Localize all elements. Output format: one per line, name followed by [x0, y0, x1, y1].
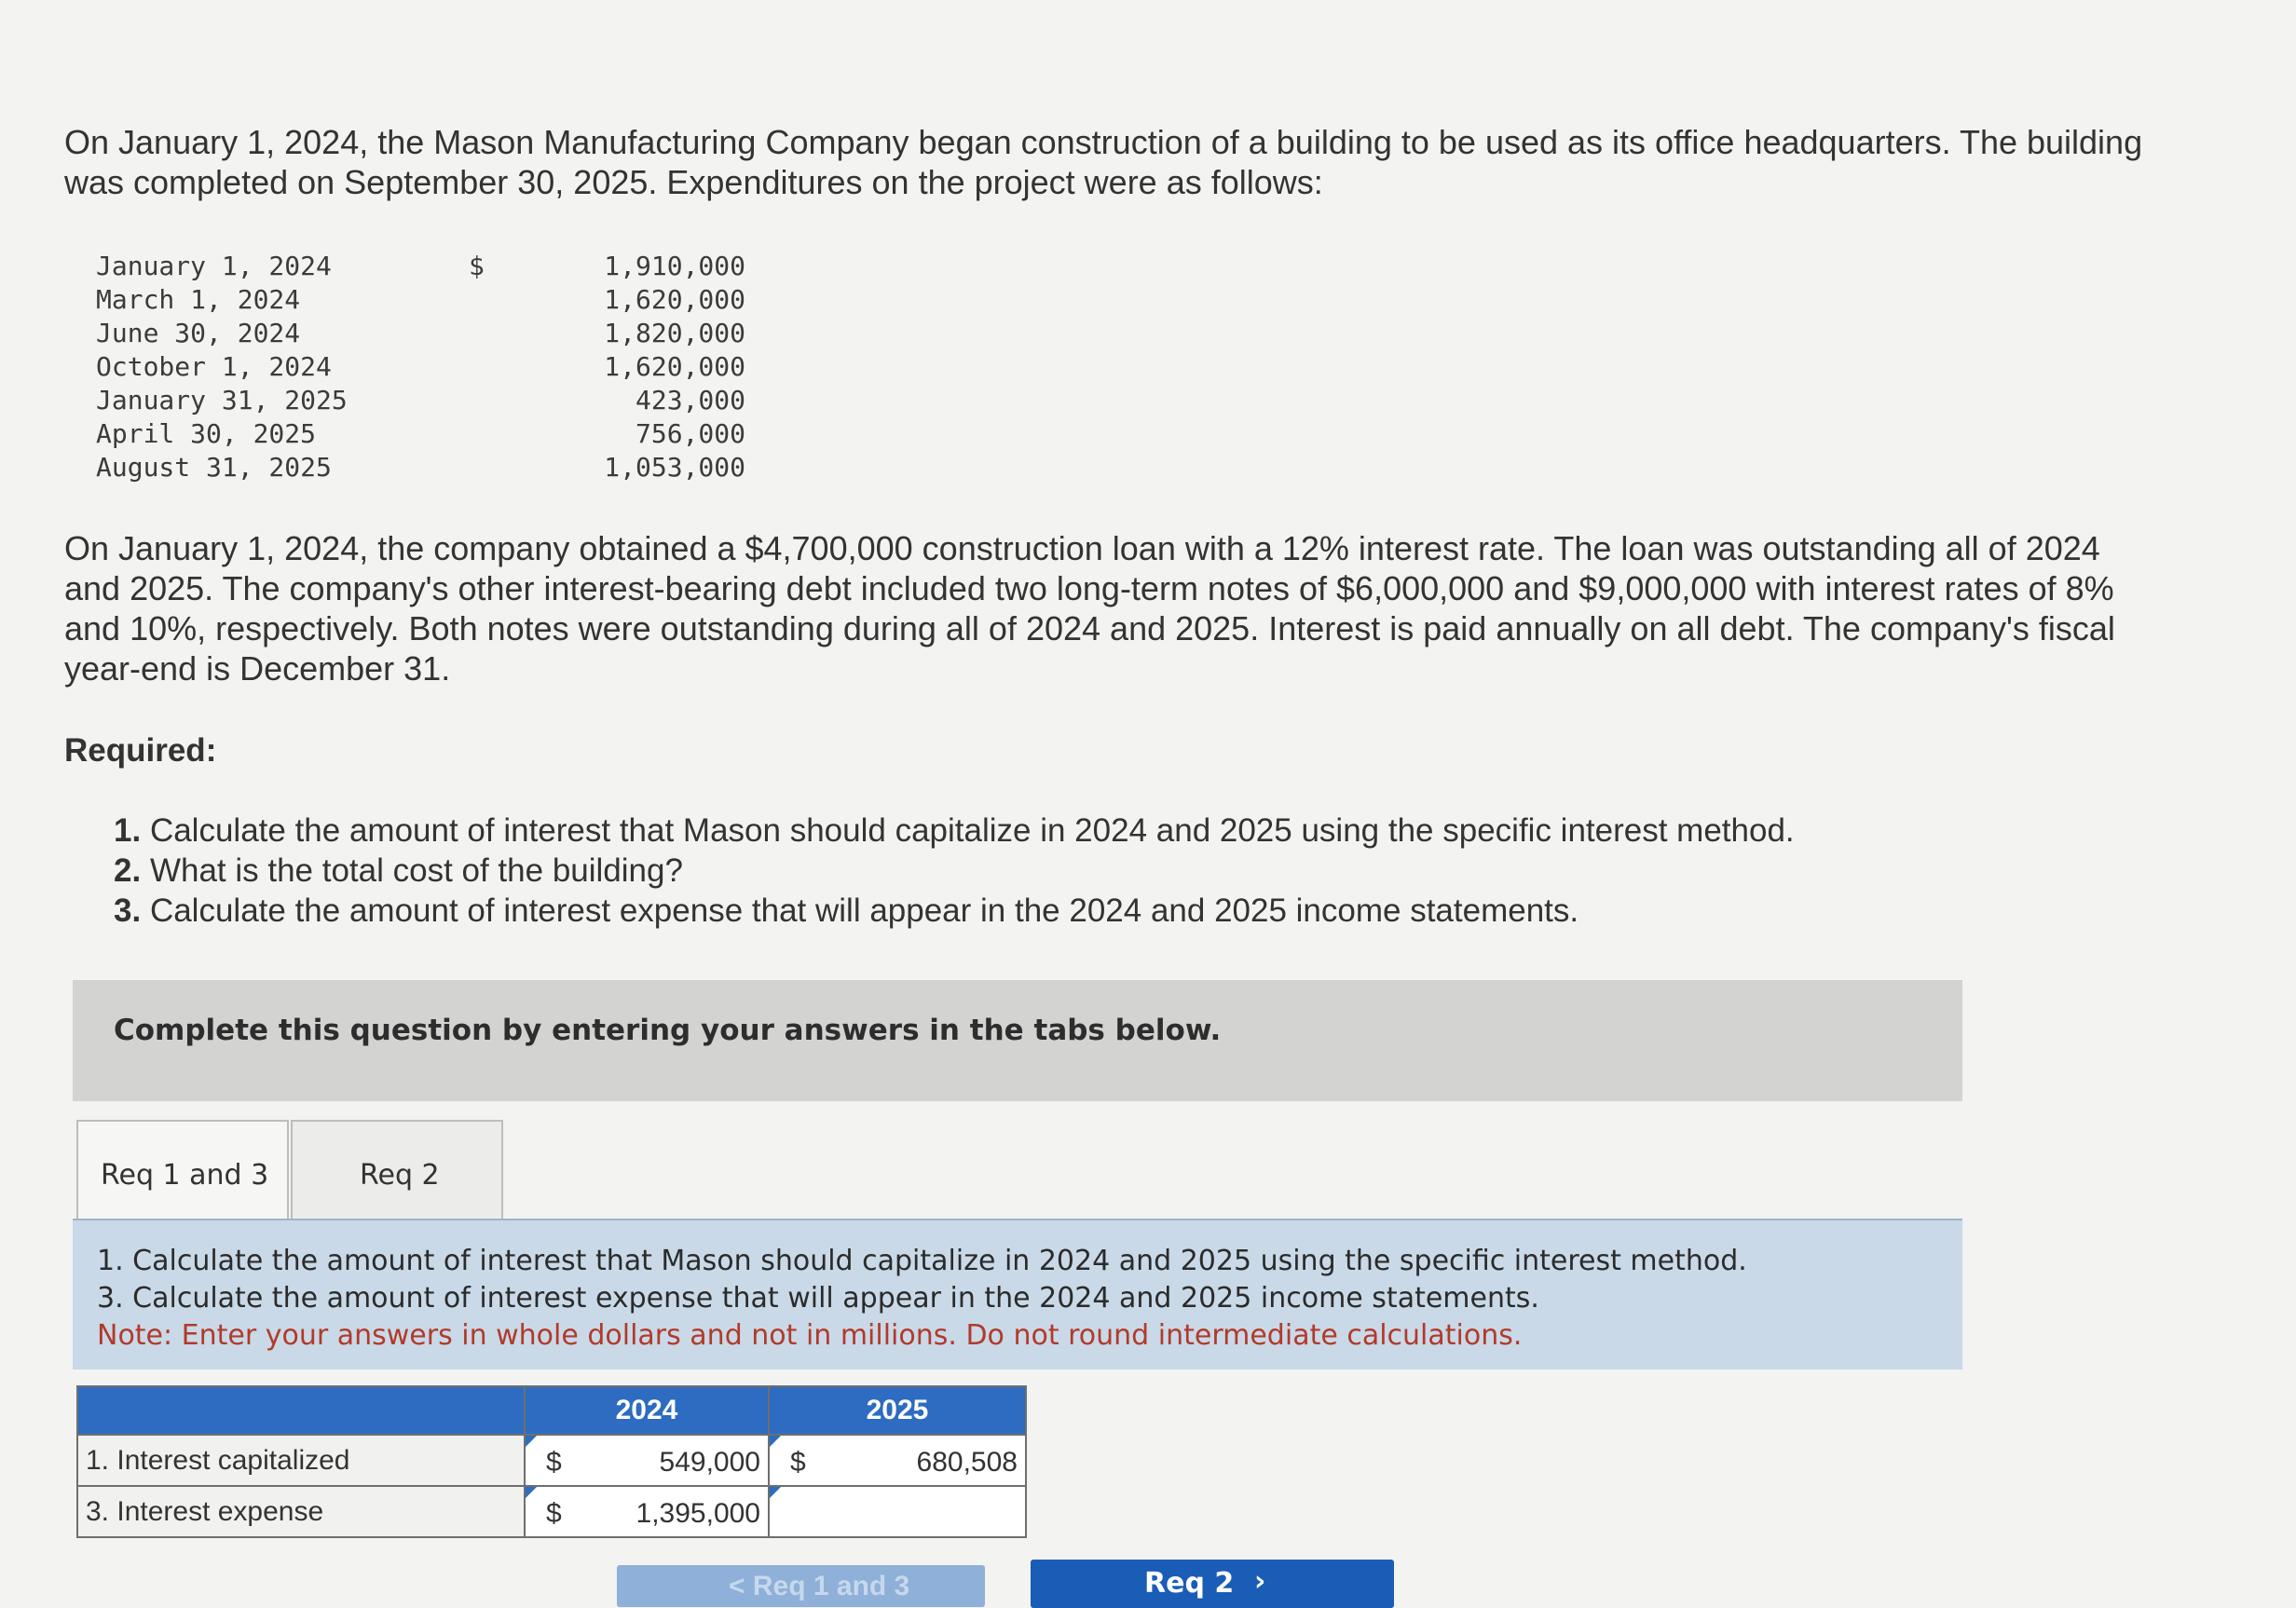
intro-paragraph: On January 1, 2024, the Mason Manufacturing Company began construction of a building to be used as its office headquarters. The building was completed on September 30, 2025. Expenditures on the project were as follows: — [64, 123, 2143, 201]
expenditure-currency: $ — [469, 251, 485, 281]
next-button[interactable] — [1031, 1560, 1394, 1608]
expenditure-date: April 30, 2025 — [96, 418, 317, 449]
table-row — [77, 1435, 1026, 1486]
cell-value: 549,000 — [659, 1447, 760, 1478]
cell-value: 680,508 — [916, 1447, 1018, 1478]
input-marker-icon — [770, 1487, 781, 1498]
required-item-number: 1. — [114, 812, 142, 849]
expenditure-amount: 1,620,000 — [604, 351, 745, 382]
instruction-text: Complete this question by entering your answers in the tabs below. — [114, 1014, 1222, 1047]
expenditure-date: October 1, 2024 — [96, 351, 332, 382]
input-marker-icon — [526, 1436, 537, 1447]
table-row — [77, 1486, 1026, 1537]
expenditure-amount: 423,000 — [635, 385, 745, 416]
tab-req-2[interactable] — [291, 1120, 503, 1222]
expenditures-table — [96, 250, 745, 484]
required-item — [114, 891, 1795, 931]
header-2024: 2024 — [525, 1386, 769, 1435]
expenditure-row — [96, 283, 745, 317]
header-blank — [77, 1386, 525, 1435]
tab-label: Req 2 — [360, 1159, 440, 1192]
required-item-number: 2. — [114, 852, 142, 889]
row-label-interest-capitalized: 1. Interest capitalized — [77, 1435, 525, 1486]
required-heading: Required: — [64, 732, 217, 769]
required-item — [114, 811, 1795, 851]
expenditure-row — [96, 317, 745, 350]
expenditure-amount: 756,000 — [635, 418, 745, 449]
expenditure-date: January 1, 2024 — [96, 251, 332, 281]
required-item — [114, 851, 1795, 891]
input-marker-icon — [526, 1487, 537, 1498]
expenditure-row — [96, 451, 745, 484]
answer-table-header — [77, 1386, 1026, 1435]
currency-symbol: $ — [546, 1447, 562, 1478]
required-item-text: Calculate the amount of interest that Mason should capitalize in 2024 and 2025 using the specific interest method. — [149, 812, 1795, 849]
currency-symbol: $ — [546, 1498, 562, 1529]
tab-req-1-and-3[interactable] — [76, 1120, 289, 1222]
interest-capitalized-2025-input[interactable] — [769, 1435, 1026, 1486]
question-line-3: 3. Calculate the amount of interest expense that will appear in the 2024 and 2025 income statements. — [97, 1282, 1539, 1315]
next-button-label: Req 2 — [1144, 1567, 1235, 1600]
required-item-text: Calculate the amount of interest expense that will appear in the 2024 and 2025 income statements. — [149, 893, 1579, 929]
expenditure-date: March 1, 2024 — [96, 284, 301, 315]
question-note: Note: Enter your answers in whole dollars and not in millions. Do not round intermediate calculations. — [97, 1319, 1523, 1352]
answer-table — [76, 1385, 1027, 1538]
tab-label: Req 1 and 3 — [101, 1159, 269, 1192]
expenditure-row — [96, 384, 745, 417]
row-label-interest-expense: 3. Interest expense — [77, 1486, 525, 1537]
expenditure-amount: 1,053,000 — [604, 452, 745, 483]
expenditure-amount: 1,910,000 — [604, 251, 745, 281]
prev-button-label: < Req 1 and 3 — [729, 1571, 910, 1601]
prev-button[interactable] — [617, 1565, 985, 1607]
loan-paragraph: On January 1, 2024, the company obtained a $4,700,000 construction loan with a 12% interest rate. The loan was outstanding all of 2024 and 2025. The company's other interest-bearing debt included two long-term notes of $6,000,000 and $9,000,000 with interest rates of 8% and 10%, respectively. Both notes were outstanding during all of 2024 and 2025. Interest is paid annually on all debt. The company's fiscal year-end is December 31. — [64, 529, 2115, 688]
header-2025: 2025 — [769, 1386, 1026, 1435]
question-box — [73, 1220, 1962, 1370]
currency-symbol: $ — [790, 1447, 806, 1478]
expenditure-amount: 1,620,000 — [604, 284, 745, 315]
expenditure-date: August 31, 2025 — [96, 452, 332, 483]
input-marker-icon — [770, 1436, 781, 1447]
expenditure-date: January 31, 2025 — [96, 385, 348, 416]
question-line-1: 1. Calculate the amount of interest that Mason should capitalize in 2024 and 2025 using the specific interest method. — [97, 1245, 1747, 1277]
required-item-number: 3. — [114, 893, 142, 929]
chevron-right-icon: › — [1254, 1565, 1266, 1598]
expenditure-row — [96, 250, 745, 283]
expenditure-row — [96, 417, 745, 451]
expenditure-date: June 30, 2024 — [96, 318, 301, 348]
instruction-bar — [73, 980, 1962, 1101]
cell-value: 1,395,000 — [636, 1498, 760, 1529]
interest-expense-2025-input[interactable] — [769, 1486, 1026, 1537]
interest-capitalized-2024-input[interactable] — [525, 1435, 769, 1486]
interest-expense-2024-input[interactable] — [525, 1486, 769, 1537]
required-item-text: What is the total cost of the building? — [149, 852, 683, 889]
expenditure-amount: 1,820,000 — [604, 318, 745, 348]
required-list — [114, 811, 1795, 931]
expenditure-row — [96, 350, 745, 384]
